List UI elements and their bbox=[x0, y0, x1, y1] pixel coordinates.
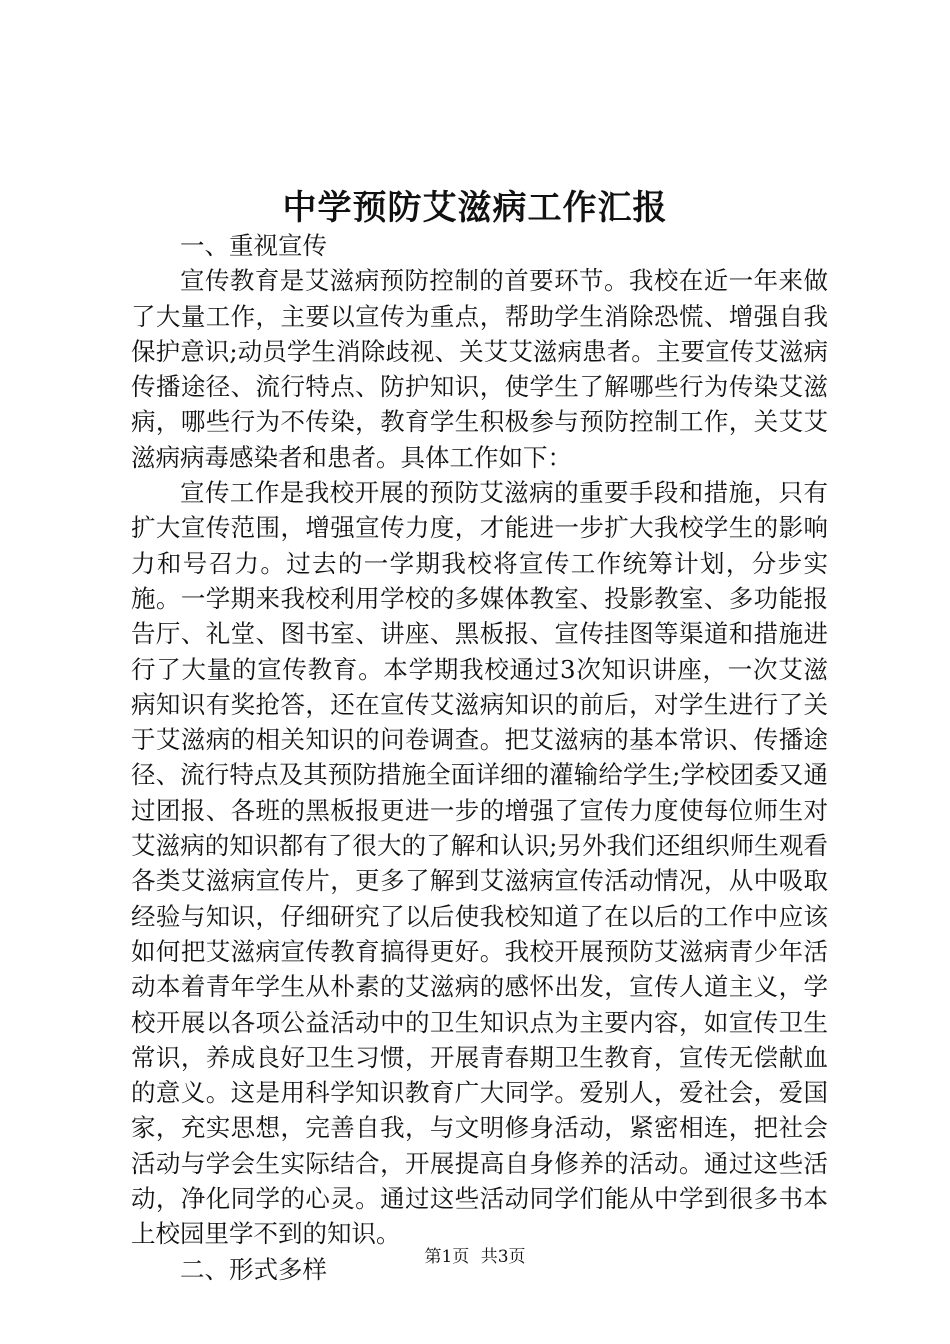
page-footer bbox=[0, 1245, 950, 1269]
paragraph-1: 宣传教育是艾滋病预防控制的首要环节。我校在近一年来做了大量工作，主要以宣传为重点，帮助学生消除恐慌、增强自我保护意识;动员学生消除歧视、关艾艾滋病患者。主要宣传艾滋病传播途径、流行特点、防护知识，使学生了解哪些行为传染艾滋病，哪些行为不传染，教育学生积极参与预防控制工作，关艾艾滋病病毒感染者和患者。具体工作如下： bbox=[131, 266, 828, 472]
page-total: 共3页 bbox=[480, 1247, 526, 1267]
section-heading-1: 一、重视宣传 bbox=[180, 231, 327, 260]
section-heading-2: 二、形式多样 bbox=[180, 1254, 327, 1284]
document-title: 中学预防艾滋病工作汇报 bbox=[282, 188, 668, 228]
document-body bbox=[131, 228, 828, 1287]
paragraph-2: 宣传工作是我校开展的预防艾滋病的重要手段和措施，只有扩大宣传范围，增强宣传力度，才能进一步扩大我校学生的影响力和号召力。过去的一学期我校将宣传工作统筹计划，分步实施。一学期来我校利用学校的多媒体教室、投影教室、多功能报告厅、礼堂、图书室、讲座、黑板报、宣传挂图等渠道和措施进行了大量的宣传教育。本学期我校通过3次知识讲座，一次艾滋病知识有奖抢答，还在宣传艾滋病知识的前后，对学生进行了关于艾滋病的相关知识的问卷调查。把艾滋病的基本常识、传播途径、流行特点及其预防措施全面详细的灌输给学生;学校团委又通过团报、各班的黑板报更进一步的增强了宣传力度使每位师生对艾滋病的知识都有了很大的了解和认识;另外我们还组织师生观看各类艾滋病宣传片，更多了解到艾滋病宣传活动情况，从中吸取经验与知识，仔细研究了以后使我校知道了在以后的工作中应该如何把艾滋病宣传教育搞得更好。我校开展预防艾滋病青少年活动本着青年学生从朴素的艾滋病的感怀出发，宣传人道主义，学校开展以各项公益活动中的卫生知识点为主要内容，如宣传卫生常识，养成良好卫生习惯，开展青春期卫生教育，宣传无偿献血的意义。这是用科学知识教育广大同学。爱别人，爱社会，爱国家，充实思想，完善自我，与文明修身活动，紧密相连，把社会活动与学会生实际结合，开展提高自身修养的活动。通过这些活动，净化同学的心灵。通过这些活动同学们能从中学到很多书本上校园里学不到的知识。 bbox=[131, 478, 828, 1249]
page-number: 第1页 bbox=[424, 1247, 470, 1267]
